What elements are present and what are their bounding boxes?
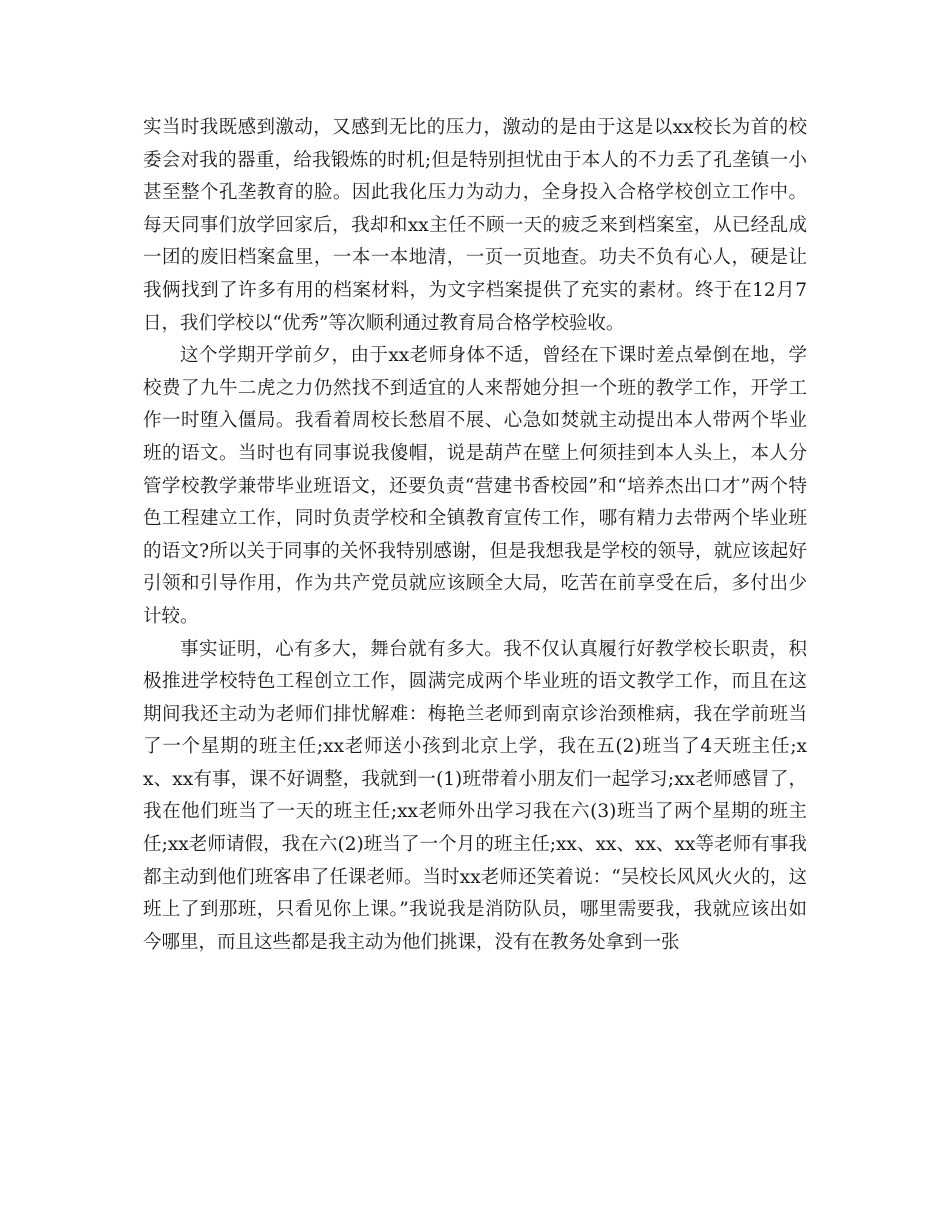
paragraph-2: 这个学期开学前夕，由于xx老师身体不适，曾经在下课时差点晕倒在地，学校费了九牛二虎之力仍然找不到适宜的人来帮她分担一个班的教学工作，开学工作一时堕入僵局。我看着周校长愁眉不展、心急如焚就主动提出本人带两个毕业班的语文。当时也有同事说我傻帽，说是葫芦在壁上何须挂到本人头上，本人分管学校教学兼带毕业班语文，还要负责“营建书香校园”和“培养杰出口才”两个特色工程建立工作，同时负责学校和全镇教育宣传工作，哪有精力去带两个毕业班的语文?所以关于同事的关怀我特别感谢，但是我想我是学校的领导，就应该起好引领和引导作用，作为共产党员就应该顾全大局，吃苦在前享受在后，多付出少计较。 <box>143 345 807 627</box>
paragraph-3: 事实证明，心有多大，舞台就有多大。我不仅认真履行好教学校长职责，积极推进学校特色工程创立工作，圆满完成两个毕业班的语文教学工作，而且在这期间我还主动为老师们排忧解难：梅艳兰老师到南京诊治颈椎病，我在学前班当了一个星期的班主任;xx老师送小孩到北京上学，我在五(2)班当了4天班主任;xx、xx有事，课不好调整，我就到一(1)班带着小朋友们一起学习;xx老师感冒了，我在他们班当了一天的班主任;xx老师外出学习我在六(3)班当了两个星期的班主任;xx老师请假，我在六(2)班当了一个月的班主任;xx、xx、xx、xx等老师有事我都主动到他们班客串了任课老师。当时xx老师还笑着说：“吴校长风风火火的，这班上了到那班，只看见你上课。”我说我是消防队员，哪里需要我，我就应该出如今哪里，而且这些都是我主动为他们挑课，没有在教务处拿到一张 <box>143 638 807 953</box>
paragraph-1: 实当时我既感到激动，又感到无比的压力，激动的是由于这是以xx校长为首的校委会对我的器重，给我锻炼的时机;但是特别担忧由于本人的不力丢了孔垄镇一小甚至整个孔垄教育的脸。因此我化压力为动力，全身投入合格学校创立工作中。每天同事们放学回家后，我却和xx主任不顾一天的疲乏来到档案室，从已经乱成一团的废旧档案盒里，一本一本地清，一页一页地查。功夫不负有心人，硬是让我俩找到了许多有用的档案材料，为文字档案提供了充实的素材。终于在12月7日，我们学校以“优秀”等次顺利通过教育局合格学校验收。 <box>143 117 807 334</box>
document-body <box>143 112 807 959</box>
